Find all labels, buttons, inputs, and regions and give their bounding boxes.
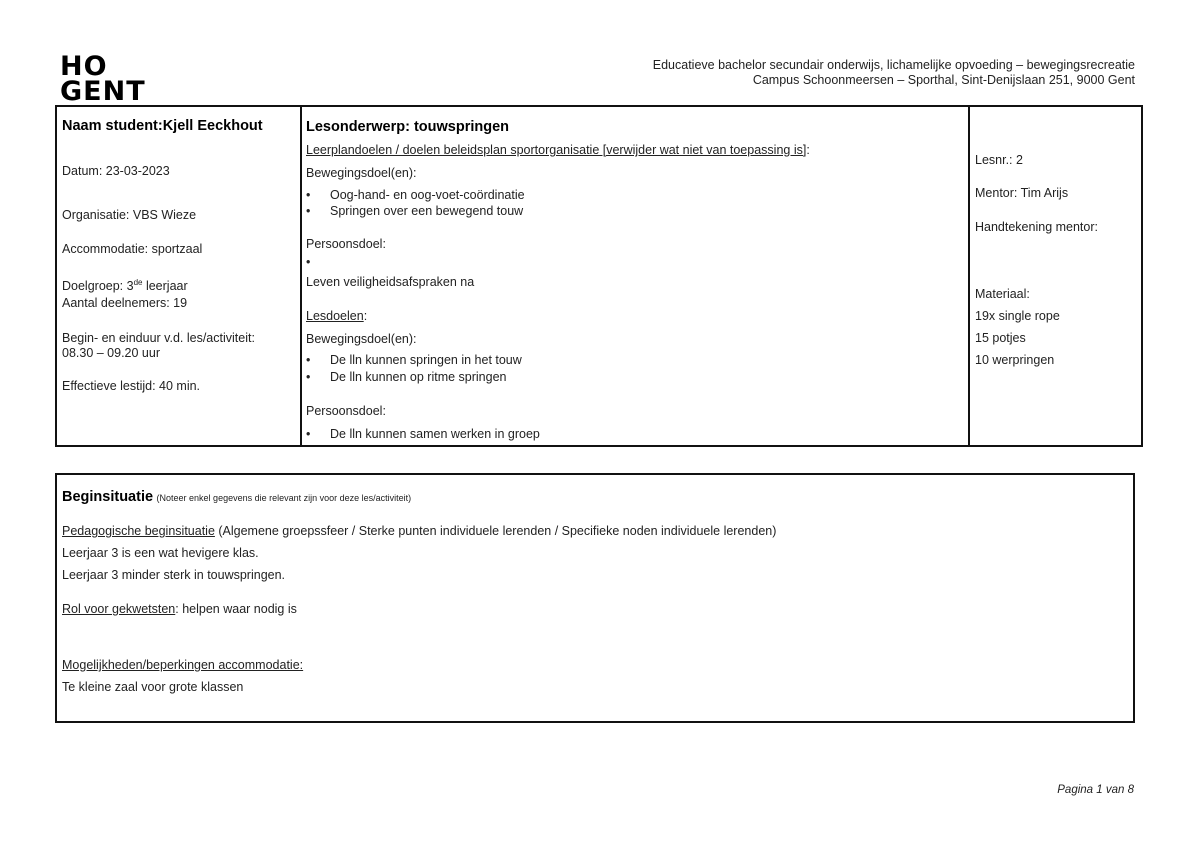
doelgroep-prefix: Doelgroep: 3 <box>62 279 134 294</box>
datum: Datum: 23-03-2023 <box>62 164 170 178</box>
les-bewegingsdoel-item: • De lln kunnen springen in het touw <box>330 353 522 368</box>
lesdoelen-heading <box>306 309 367 324</box>
handtekening-mentor: Handtekening mentor: <box>975 220 1098 234</box>
ped-rest: (Algemene groepssfeer / Sterke punten individuele lerenden / Specifieke noden individuele lerenden) <box>214 524 777 538</box>
beginsituatie-note: (Noteer enkel gegevens die relevant zijn voor deze les/activiteit) <box>156 493 412 503</box>
leerplan-heading-text: Leerplandoelen / doelen beleidsplan sportorganisatie [verwijder wat niet van toepassing is] <box>306 143 807 157</box>
accommodatie: Accommodatie: sportzaal <box>62 242 203 256</box>
lesdoelen-colon: : <box>363 309 368 323</box>
effectieve-lestijd: Effectieve lestijd: 40 min. <box>62 379 201 393</box>
doelgroep-suffix: leerjaar <box>142 279 188 294</box>
ped-line-1: Leerjaar 3 is een wat hevigere klas. <box>62 546 259 560</box>
lesdoelen-heading-text: Lesdoelen <box>306 309 364 323</box>
bewegingsdoel-item: • Springen over een bewegend touw <box>330 204 523 219</box>
accommodatie-heading: Mogelijkheden/beperkingen accommodatie: <box>62 658 304 672</box>
les-bewegingsdoel-item: • De lln kunnen op ritme springen <box>330 370 507 385</box>
beginsituatie-box <box>55 473 1135 723</box>
materiaal-label: Materiaal: <box>975 287 1030 301</box>
materiaal-item: 19x single rope <box>975 309 1060 323</box>
lesonderwerp: Lesonderwerp: touwspringen <box>306 119 510 135</box>
rol-gekwetsten <box>62 602 297 617</box>
doelgroep <box>62 275 188 294</box>
tijd-value: 08.30 – 09.20 uur <box>62 346 160 360</box>
program-line: Educatieve bachelor secundair onderwijs, lichamelijke opvoeding – bewegingsrecreatie <box>652 58 1135 72</box>
les-persoonsdoel-label: Persoonsdoel: <box>306 404 386 418</box>
hogent-logo <box>60 51 146 107</box>
persoonsdoel-empty-bullet: • <box>306 255 311 269</box>
leerplan-heading <box>306 143 810 158</box>
bewegingsdoel-item: • Oog-hand- en oog-voet-coördinatie <box>330 188 525 203</box>
accommodatie-text: Te kleine zaal voor grote klassen <box>62 680 244 694</box>
student-name: Naam student:Kjell Eeckhout <box>62 118 263 134</box>
persoonsdoel-label: Persoonsdoel: <box>306 237 386 251</box>
leerplan-colon: : <box>806 143 810 157</box>
rol-text: : helpen waar nodig is <box>175 602 297 616</box>
organisatie: Organisatie: VBS Wieze <box>62 208 197 222</box>
persoonsdoel-note: Leven veiligheidsafspraken na <box>306 275 475 289</box>
aantal-deelnemers: Aantal deelnemers: 19 <box>62 296 188 310</box>
side-info-cell <box>969 106 1142 446</box>
lesson-goals-cell <box>301 106 969 446</box>
ped-heading: Pedagogische beginsituatie <box>62 524 215 538</box>
beginsituatie-heading <box>62 490 411 506</box>
mentor: Mentor: Tim Arijs <box>975 186 1069 200</box>
bewegingsdoel-label: Bewegingsdoel(en): <box>306 166 417 180</box>
campus-line: Campus Schoonmeersen – Sporthal, Sint-Denijslaan 251, 9000 Gent <box>752 73 1135 87</box>
logo-line-2: GENT <box>60 76 146 107</box>
rol-heading: Rol voor gekwetsten <box>62 602 176 616</box>
page-number: Pagina 1 van 8 <box>1057 784 1134 796</box>
doelgroep-sup: de <box>133 278 143 287</box>
tijd-label: Begin- en einduur v.d. les/activiteit: <box>62 331 255 345</box>
student-info-cell <box>56 106 301 446</box>
les-bewegingsdoel-label: Bewegingsdoel(en): <box>306 332 417 346</box>
les-persoonsdoel-item: • De lln kunnen samen werken in groep <box>330 427 540 442</box>
ped-line-2: Leerjaar 3 minder sterk in touwspringen. <box>62 568 286 582</box>
logo-line-1: HO <box>60 51 108 82</box>
header-info <box>653 58 1135 88</box>
lesnr: Lesnr.: 2 <box>975 153 1023 167</box>
materiaal-item: 15 potjes <box>975 331 1026 345</box>
beginsituatie-title: Beginsituatie <box>62 489 154 505</box>
materiaal-item: 10 werpringen <box>975 353 1055 367</box>
lesson-info-table <box>55 105 1143 447</box>
pedagogische-beginsituatie <box>62 524 776 539</box>
